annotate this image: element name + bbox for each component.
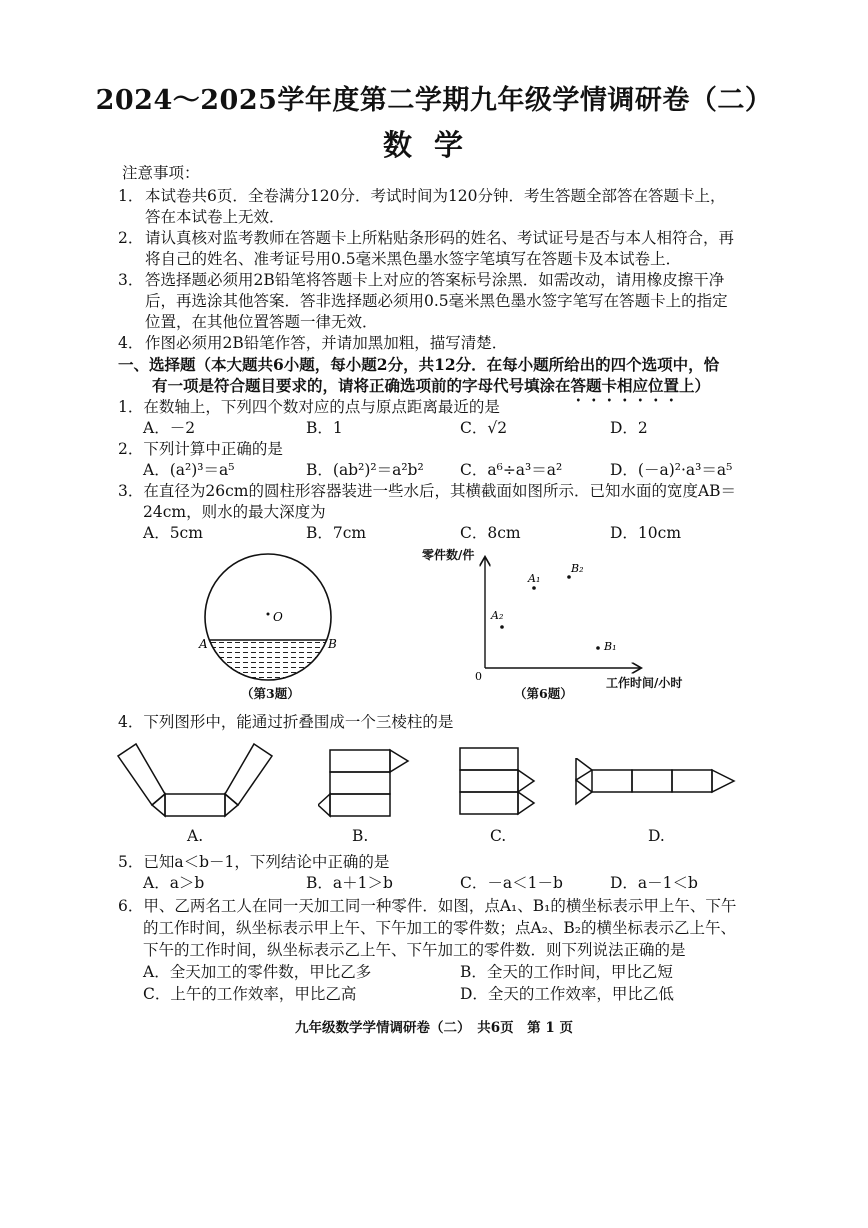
label-a1: A₁ (528, 572, 541, 585)
label-b1: B₁ (604, 640, 617, 653)
q3-stem-line-1: 3．在直径为26cm的圆柱形容器装进一些水后，其横截面如图所示．已知水面的宽度AB＝ (118, 482, 737, 500)
q1-option-d: D．2 (610, 419, 648, 437)
q4-option-a-label: A. (187, 827, 204, 845)
q4-net-d (572, 758, 752, 808)
q4-option-c-label: C. (490, 827, 507, 845)
q3-option-c: C．8cm (460, 524, 521, 542)
notice-item-2-line-2: 将自己的姓名、准考证号用0.5毫米黑色墨水签字笔填写在答题卡及本试卷上． (145, 250, 682, 268)
q1-option-b: B．1 (306, 419, 343, 437)
q5-option-d: D．a－1＜b (610, 874, 698, 892)
notice-item-1-line-1: 本试卷共6页．全卷满分120分．考试时间为120分钟．考生答题全部答在答题卡上， (145, 187, 726, 205)
q4-option-b-label: B. (352, 827, 369, 845)
q2-option-b: B．(ab²)²＝a²b² (306, 461, 424, 479)
label-a2: A₂ (491, 609, 504, 622)
figure-6-caption: （第6题） (514, 686, 573, 701)
q3-option-d: D．10cm (610, 524, 682, 542)
section-1-instruction-pre: 有一项是符合题目要求的，请将正确选项前的字母代号填涂在 (152, 376, 571, 395)
q2-option-a: A．(a²)³＝a⁵ (143, 461, 235, 479)
notice-item-4-num: 4． (118, 334, 144, 352)
center-point-o (267, 613, 270, 616)
point-a1 (532, 586, 536, 590)
x-axis-label: 工作时间/小时 (606, 676, 683, 690)
q5-option-a: A．a＞b (143, 874, 205, 892)
q6-stem-line-2: 的工作时间，纵坐标表示甲上午、下午加工的零件数；点A₂、B₂的横坐标表示乙上午、 (143, 919, 737, 937)
y-axis-label: 零件数/件 (422, 548, 475, 562)
q6-option-b: B．全天的工作时间，甲比乙短 (460, 963, 673, 981)
notice-item-2-num: 2． (118, 229, 144, 247)
point-b1 (596, 646, 600, 650)
q6-option-a: A．全天加工的零件数，甲比乙多 (143, 963, 372, 981)
point-b2 (567, 575, 571, 579)
q2-option-d: D．(－a)²·a³＝a⁵ (610, 461, 733, 479)
label-o: O (273, 610, 283, 624)
q3-option-b: B．7cm (306, 524, 367, 542)
q2-option-c: C．a⁶÷a³＝a² (460, 461, 563, 479)
label-b2: B₂ (571, 562, 584, 575)
exam-title: 2024～2025学年度第二学期九年级学情调研卷（二） (95, 85, 773, 116)
q4-stem: 4．下列图形中，能通过折叠围成一个三棱柱的是 (118, 713, 454, 731)
label-b: B (328, 637, 337, 651)
section-1-instruction-emphasis: 答题卡相应位置 (570, 376, 680, 395)
notice-item-2-line-1: 请认真核对监考教师在答题卡上所粘贴条形码的姓名、考试证号是否与本人相符合，再 (145, 229, 735, 247)
q6-option-c: C．上午的工作效率，甲比乙高 (143, 985, 357, 1003)
label-a: A (199, 637, 208, 651)
q2-stem: 2．下列计算中正确的是 (118, 440, 283, 458)
q1-option-a: A．－2 (143, 419, 196, 437)
q4-net-a (110, 738, 290, 820)
notice-item-3-line-2: 后，再选涂其他答案．答非选择题必须用0.5毫米黑色墨水签字笔写在答题卡上的指定 (145, 292, 728, 310)
section-1-instruction-post: 上） (679, 376, 711, 395)
q5-stem: 5．已知a＜b－1，下列结论中正确的是 (118, 853, 390, 871)
page-footer: 九年级数学学情调研卷（二） 共6页 第 1 页 (295, 1020, 573, 1036)
notice-item-1-line-2: 答在本试卷上无效． (145, 208, 285, 226)
q3-option-a: A．5cm (143, 524, 203, 542)
q6-stem-line-1: 6．甲、乙两名工人在同一天加工同一种零件．如图，点A₁、B₁的横坐标表示甲上午、下午 (118, 897, 737, 915)
origin-label: 0 (475, 670, 482, 683)
notice-item-3-line-3: 位置，在其他位置答题一律无效． (145, 313, 378, 331)
q5-option-b: B．a＋1＞b (306, 874, 393, 892)
notice-item-3-line-1: 答选择题必须用2B铅笔将答题卡上对应的答案标号涂黑．如需改动，请用橡皮擦干净 (145, 271, 725, 289)
q6-stem-line-3: 下午的工作时间，纵坐标表示乙上午、下午加工的零件数．则下列说法正确的是 (143, 941, 686, 959)
q6-option-d: D．全天的工作效率，甲比乙低 (460, 985, 674, 1003)
q4-net-b (318, 742, 428, 824)
figure-3-caption: （第3题） (241, 686, 300, 701)
notice-item-1-num: 1． (118, 187, 144, 205)
notice-item-4-line-1: 作图必须用2B铅笔作答，并请加黑加粗，描写清楚． (145, 334, 508, 352)
q4-net-c (450, 742, 560, 824)
notice-heading: 注意事项： (122, 164, 200, 182)
point-a2 (500, 625, 504, 629)
q1-stem: 1．在数轴上，下列四个数对应的点与原点距离最近的是 (118, 398, 500, 416)
q3-stem-line-2: 24cm，则水的最大深度为 (143, 503, 326, 521)
subject-title: 数学 (382, 128, 485, 162)
notice-item-3-num: 3． (118, 271, 144, 289)
q5-option-c: C．－a＜1－b (460, 874, 563, 892)
q4-option-d-label: D. (648, 827, 665, 845)
section-1-heading: 一、选择题（本大题共6小题，每小题2分，共12分．在每小题所给出的四个选项中，恰 (118, 355, 720, 374)
q1-option-c: C．√2 (460, 419, 508, 437)
